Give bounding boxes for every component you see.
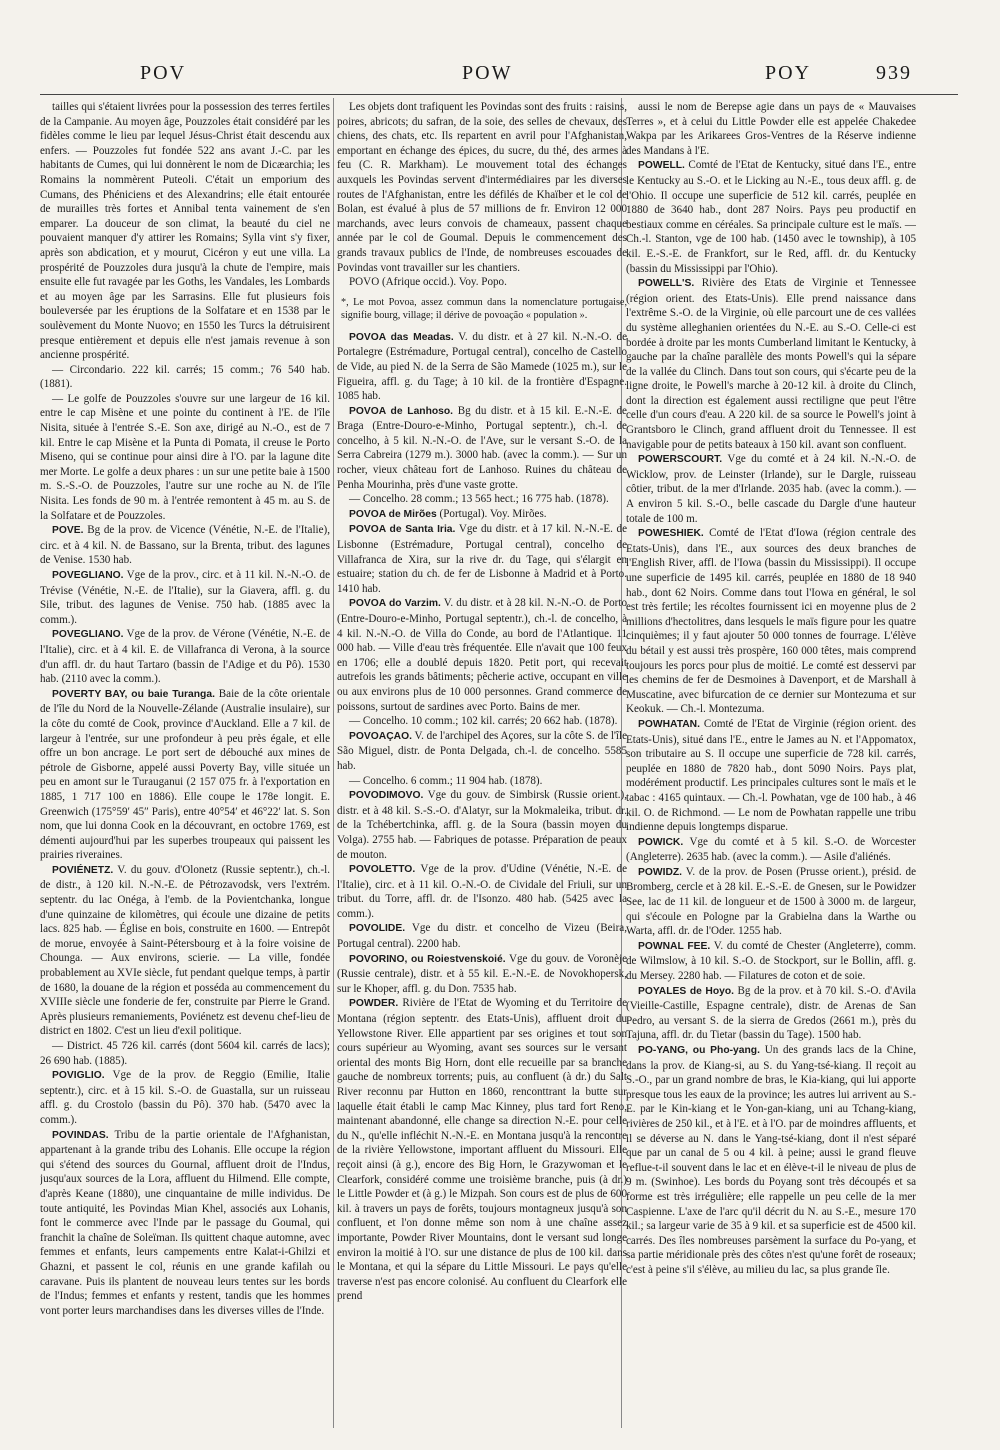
entry-text: Vge du distr. et concelho de Vizeu (Beira, Portugal central). 2200 hab.	[337, 922, 627, 951]
entry-text: Baie de la côte orientale de l'île du Nord de la Nouvelle-Zélande (Australie insulaire), sur la côte du comté de Cook, province d'Auckland. Elle a 7 kil. de largeur à l'entrée, sur une profondeur à peu près égale, et elle offre un bon ancrage. Le port sert de débouché aux mines de pétrole de Gisborne, appelé aussi Poverty Bay, ville située un peu en amont sur le Turauganui (2 157 075 fr. à l'exportation en 1885, 1 717 100 en 1886). Elle coupe le 178e longit. E. Greenwich (175°59′ 45″ Paris), entre 40°54′ et 46°22′ lat. S. Son nom, que lui donna Cook en la découvrant, en octobre 1769, est démenti aujourd'hui par les superbes troupeaux qui paissent les prairies riveraines.	[40, 687, 330, 862]
dictionary-entry	[337, 492, 627, 507]
entry-text: — Circondario. 222 kil. carrés; 15 comm.; 76 540 hab. (1881).	[40, 363, 330, 391]
dictionary-entry	[626, 1043, 916, 1278]
dictionary-entry	[337, 952, 627, 997]
entry-text: Les objets dont trafiquent les Povindas sont des fruits : raisins, poires, abricots; du safran, de la soie, des selles de chevaux, des chiens, des chats, etc. Ils repartent en avril pour l'Afghanistan, emportant en échange des épices, du sucre, du thé, des armes à feu (C. R. Markham). Le mouvement total des échanges auxquels les Povindas servent d'intermédiaires par les diverses routes de l'Afghanistan, entre les défilés de Khaïber et le col de Bolan, est évalué à plus de 57 millions de fr. Environ 12 000 marchands, avec leurs convois de chameaux, passent chaque année par le col de Goumal. Depuis le commencement des grands travaux publics de l'Inde, de nombreuses escouades de Povindas vont travailler sur les chantiers.	[337, 101, 627, 274]
dictionary-entry	[626, 717, 916, 835]
entry-text: Comté de l'Etat de Virginie (région orient. des Etats-Unis), situé dans l'E., entre le James au N. et l'Appomatox, son tributaire au S. Il occupe une superficie de 728 kil. carrés, peuplée en 1880 de 7820 hab., dont 5090 Noirs. Pays plat, modérément productif. Les principales cultures sont le maïs et le tabac : 4165 quintaux. — Ch.-l. Powhatan, vge de 100 hab., à 46 kil. O. de Richmond. — Le nom de Powhatan rappelle une tribu indienne depuis longtemps disparue.	[626, 717, 916, 834]
header-rule	[40, 94, 958, 95]
entry-text: Rivière des Etats de Virginie et Tennessee (région orient. des Etats-Unis). Elle prend naissance dans l'extrême S.-O. de la Virginie, où elle parcourt une de ces vallées du système alleghanien orientées du N.-E. au S.-O. Celle-ci est bordée à droite par les monts Cumberland limitant le Kentucky, à gauche par la chaîne parallèle des monts Powell's qui la sépare de la vallée du Clinch. Dans tout son cours, qui s'écarte peu de la ligne droite, le Powell's marche à 20-12 kil. à droite du Clinch, dont la direction est également aussi rectiligne que peut l'être celle d'un cours d'eau. A 220 kil. de sa source le Powell's joint à Grantsboro le Clinch, grand affluent droit du Tennessee. Il est navigable pour de petits bateaux à 150 kil. avant son confluent.	[626, 277, 916, 451]
entry-headword: POVODIMOVO.	[349, 790, 424, 802]
dictionary-entry	[40, 363, 330, 392]
entry-text: V. du distr. et à 27 kil. N.-N.-O. de Portalegre (Estrémadure, Portugal central), concelho de Castello de Vide, au pied N. de la Serra de São Mamede (1025 m.), sur le Figueira, affl. g. du Tage; à 10 kil. de la frontière d'Espagne. 1085 hab.	[337, 330, 627, 403]
dictionary-entry	[337, 921, 627, 951]
dictionary-entry	[337, 729, 627, 774]
entry-headword: POWDER.	[349, 998, 399, 1010]
dictionary-entry	[626, 100, 916, 158]
entry-text: Comté de l'Etat d'Iowa (région centrale des Etats-Unis), dans l'E., aux sources des deux branches de l'English River, affl. de l'Iowa (bassin du Mississippi). Il occupe une superficie de 1495 kil. carrés, peuplée en 1880 de 18 940 hab., dont 62 Noirs. Comme dans tout l'Iowa en général, le sol est très fertile; les récoltes fournissent ici en moyenne plus de 2 millions d'hectolitres, dans lesquels le maïs figure pour les quatre cinquièmes; il y faut ajouter 50 000 tonnes de fourrage. L'élève du bétail y est aussi très prospère, 160 000 têtes, mais comprend toujours les porcs pour plus de moitié. Le comté est desservi par les chemins de fer de Desmoines à Davenport, et de Marshall à Muscatine, avec bifurcation de ce dernier sur Montezuma et sur Keokuk. — Ch.-l. Montezuma.	[626, 527, 916, 716]
entry-headword: POVIÉNETZ.	[52, 864, 114, 876]
entry-text: Bg de la prov. et à 70 kil. S.-O. d'Avila (Vieille-Castille, Espagne centrale), distr. de Arenas de San Pedro, au versant S. de la sierra de Gredos (2661 m.), près du Tajuna, affl. dr. du Tietar (bassin du Tage). 1500 hab.	[626, 984, 916, 1042]
entry-text: Vge de la prov. de Vérone (Vénétie, N.-E. de l'Italie), circ. et à 4 kil. E. de Villafranca di Verona, à la source d'un affl. dr. du haut Tartaro (bassin de l'Adige et du Pô). 1530 hab. (2110 avec la comm.).	[40, 628, 330, 686]
entry-headword: POVOA do Varzim.	[349, 598, 441, 610]
entry-headword: POVOA de Mirões	[349, 508, 437, 520]
entry-text: Bg du distr. et à 15 kil. E.-N.-E. de Braga (Entre-Douro-e-Minho, Portugal septentr.), ch.-l. de concelho, à 5 kil. N.-N.-O. de l'Ave, sur le versant S.-O. de la Serra Cabreira (1279 m.). 3000 hab. (avec la comm.). — Sur un rocher, vieux château fort de Lanhoso. Ruines du château de Penha Mourinha, près d'une vaste grotte.	[337, 404, 627, 491]
entry-headword: POVINDAS.	[52, 1129, 109, 1141]
text-column-1	[40, 100, 330, 1425]
entry-text: tailles qui s'étaient livrées pour la possession des terres fertiles de la Campanie. Au moyen âge, Pouzzoles était considéré par les fidèles comme le lieu par lequel Jésus-Christ était descendu aux enfers. — Pouzzoles fut fondée 522 ans avant J.-C. par les habitants de Cumes, qui lui donnèrent le nom de Dicæarchia; les Romains la nommèrent Puteoli. C'était un emporium des Cumans, des Phéniciens et des Alexandrins; elle était entourée de murailles très fortes et Annibal tenta vainement de s'en emparer. La douceur de son climat, la beauté du ciel ne pouvaient manquer d'y attirer les Romains; Sylla vint s'y fixer, après son abdication, et y mourut, Cicéron y eut une villa. La prospérité de Pouzzoles dura jusqu'à la chute de l'empire, mais ensuite elle fut ravagée par les Goths, les Vandales, les Lombards et au moyen âge par les Sarrasins. Elle fut plusieurs fois bouleversée par les éruptions de la Solfatare et en 1538 par le soulèvement du Monte Nuovo; en 1550 les Turcs la détruisirent presque entièrement et depuis elle n'est jamais revenue à son ancienne prospérité.	[40, 101, 330, 362]
entry-headword: POVIGLIO.	[52, 1070, 105, 1082]
entry-text: V. de l'archipel des Açores, sur la côte S. de l'île São Miguel, distr. de Ponta Delgada, ch.-l. de concelho. 5585 hab.	[337, 729, 627, 772]
dictionary-entry	[626, 865, 916, 939]
entry-headword: POWIDZ.	[638, 866, 683, 878]
entry-text: — Concelho. 28 comm.; 13 565 hect.; 16 775 hab. (1878).	[349, 493, 609, 506]
dictionary-entry	[341, 296, 627, 322]
entry-text: Vge du distr. et à 17 kil. N.-N.-E. de Lisbonne (Estrémadure, Portugal central), concelho de Villafranca de Xira, sur la rive dr. du Tage, qui s'élargit en estuaire; station du ch. de fer de Lisbonne à Madrid et à Porto. 1410 hab.	[337, 523, 627, 595]
entry-text: Vge du comté et à 24 kil. N.-N.-O. de Wicklow, prov. de Leinster (Irlande), sur le Dargle, ruisseau côtier, tribut. de la mer d'Irlande. 2035 hab. (avec la comm.). — A environ 5 kil. S.-O., belle cascade du Dargle d'une hauteur totale de 100 m.	[626, 453, 916, 525]
entry-headword: PO-YANG, ou Pho-yang.	[638, 1045, 760, 1056]
entry-text: POVO (Afrique occid.). Voy. Popo.	[349, 276, 507, 289]
header-center-word: POW	[462, 62, 513, 84]
entry-text: — District. 45 726 kil. carrés (dont 5604 kil. carrés de lacs); 26 690 hab. (1885).	[40, 1040, 330, 1067]
entry-headword: POVOLETTO.	[349, 864, 416, 876]
entry-headword: POVOAÇAO.	[349, 730, 412, 742]
entry-headword: POWELL.	[638, 160, 685, 172]
dictionary-entry	[337, 774, 627, 789]
dictionary-entry	[40, 523, 330, 568]
dictionary-entry	[626, 452, 916, 526]
dictionary-entry	[40, 568, 330, 627]
entry-headword: POVEGLIANO.	[52, 629, 124, 641]
dictionary-entry	[337, 596, 627, 714]
dictionary-entry	[626, 158, 916, 276]
dictionary-entry	[40, 392, 330, 523]
dictionary-entry	[40, 1068, 330, 1127]
entry-text: V. du distr. et à 28 kil. N.-N.-O. de Porto (Entre-Douro-e-Minho, Portugal septentr.), ch.-l. de concelho, à 4 kil. N.-N.-O. de Villa do Conde, au bord de l'Atlantique. 11 000 hab. — Ville d'eau très fréquentée. Elle n'avait que 100 feux en 1706; elle a doublé depuis 1820. Petit port, qui recevait autrefois les grands bâtiments; pêcherie active, occupant en ville ou aux environs plus de 10 000 personnes. Grand commerce de poissons, surtout de sardines avec Porto. Bains de mer.	[337, 597, 627, 713]
entry-headword: POWERSCOURT.	[638, 454, 723, 466]
entry-text: V. de la prov. de Posen (Prusse orient.), présid. de Bromberg, cercle et à 28 kil. E.-S.-E. de Gnesen, sur le Powidzer See, lac de 11 kil. de longueur et de 1500 à 3000 m. de largeur, qui s'écoule en Pologne par la Grabielna dans la Warthe ou Warta, affl. dr. de l'Oder. 1255 hab.	[626, 865, 916, 938]
dictionary-entry	[40, 863, 330, 1039]
entry-text: Vge du gouv. de Voronèje (Russie centrale), distr. et à 55 kil. E.-N.-E. de Novokhopersk, sur le Khoper, affl. g. du Don. 7535 hab.	[337, 952, 627, 995]
entry-text: — Le golfe de Pouzzoles s'ouvre sur une largeur de 16 kil. entre le cap Misène et une pointe du continent à l'E. de l'île Nisita, située à l'entrée S.-E. Son axe, dirigé au N.-O., est de 7 kil. Entre le cap Misène et la Punta di Pomata, il creuse le Porto Miseno, qui se continue pour ainsi dire à l'O. par la lagune dite mer Morte. Le golfe a deux phares : un sur une petite baie à 1500 m. S.-S.-O. de Pouzzoles, l'autre sur une roche au N. de l'île Nisita. Les fonds de 90 m. à l'entrée remontent à 45 m. au S. de la Solfatare et de Pouzzoles.	[40, 392, 330, 522]
entry-headword: POVEGLIANO.	[52, 570, 124, 581]
entry-headword: POYALES de Hoyo.	[638, 985, 735, 997]
dictionary-entry	[40, 687, 330, 863]
dictionary-entry	[337, 404, 627, 493]
dictionary-entry	[626, 526, 916, 717]
entry-headword: POVORINO, ou Roiestvenskoié.	[349, 953, 506, 965]
entry-text: Tribu de la partie orientale de l'Afghanistan, appartenant à la grande tribu des Lohanis. Elle occupe la région qui s'étend des sources du Gournal, affluent droit de l'Indus, jusqu'aux sources de la Lora, affluent du Hilmend. Elle compte, d'après Keane (1880), une cinquantaine de mille individus. De toute antiquité, les Povindas Mian Khel, associés aux Lohanis, font le commerce avec l'Inde par le passage du Goumal, qui franchit la chaîne de Soleïman. Ils quittent chaque automne, avec femmes et enfants, leurs campements entre Kalat-i-Ghilzi et Ghazni, et passent le col, réunis en une grande kafilah ou caravane. Puis ils plantent de nouveau leurs tentes sur les bords de l'Indus; femmes et enfants y restent, tandis que les hommes vont porter leurs marchandises dans les diverses villes de l'Inde.	[40, 1128, 330, 1317]
entry-headword: POWELL'S.	[638, 278, 695, 290]
entry-headword: POVERTY BAY, ou baie Turanga.	[52, 688, 215, 700]
entry-text: Un des grands lacs de la Chine, dans la prov. de Kiang-si, au S. du Yang-tsé-kiang. Il reçoit au S.-O., par un grand nombre de bras, le Kia-kiang, qui lui apporte presque tous les eaux de la province; les autres lui arrivent au S.-E. par le Kin-kiang et le Yon-gan-kiang, uni au Tchang-kiang, rivières de 250 kil., et à l'E. et à l'O. par de moindres affluents, et il se déverse au N. dans le Yang-tsé-kiang, dont il n'est séparé que par un canal de 5 ou 4 kil. à peine; aussi le grand fleuve reflue-t-il souvent dans le lac et en élève-t-il le niveau de plus de 9 m. (Swinhoe). Les bords du Poyang sont très découpés et sa forme est très irrégulière; elle rappelle un peu celle de la mer Caspienne. L'axe de l'arc qu'il décrit du N. au S.-E., mesure 170 kil.; sa largeur varie de 35 à 9 kil. et sa superficie est de 4500 kil. carrés. Des îles nombreuses parsèment la surface du Po-yang, et sa partie méridionale près des côtes n'est qu'une forêt de roseaux; c'est à peine s'il s'élève, au milieu du lac, sa plus grande île.	[626, 1044, 916, 1276]
dictionary-entry	[40, 1128, 330, 1319]
entry-headword: POWESHIEK.	[638, 528, 704, 540]
entry-text: *, Le mot Povoa, assez commun dans la nomenclature portugaise, signifie bourg, village; il dérive de povoação « population ».	[341, 296, 627, 321]
dictionary-entry	[40, 1039, 330, 1068]
entry-headword: POVOLIDE.	[349, 923, 406, 935]
entry-headword: POWNAL FEE.	[638, 940, 711, 952]
dictionary-entry	[626, 984, 916, 1043]
dictionary-entry	[337, 862, 627, 921]
entry-text: Comté de l'Etat de Kentucky, situé dans l'E., entre le Kentucky au S.-O. et le Licking au N.-E., tous deux affl. g. de l'Ohio. Il occupe une superficie de 512 kil. carrés, peuplée en 1880 de 3640 hab., dont 287 Noirs. Pays peu productif en bestiaux comme en céréales. Sa principale culture est le maïs. — Ch.-l. Stanton, vge de 100 hab. (1450 avec le township), à 105 kil. E.-S.-E. de Frankfort, sur le Red, affl. dr. du Kentucky (bassin du Mississippi par l'Ohio).	[626, 159, 916, 275]
entry-headword: POWHATAN.	[638, 718, 700, 730]
entry-text: Vge de la prov. de Reggio (Emilie, Italie septentr.), circ. et à 15 kil. S.-O. de Guastalla, sur un ruisseau affl. g. du Crostolo (bassin du Pô). 370 hab. (5470 avec la comm.).	[40, 1069, 330, 1126]
header-left-word: POV	[140, 62, 187, 84]
dictionary-entry	[337, 100, 627, 275]
entry-headword: POVOA de Santa Iria.	[349, 524, 456, 536]
entry-headword: POVE.	[52, 525, 84, 537]
dictionary-entry	[40, 100, 330, 363]
entry-text: Bg de la prov. de Vicence (Vénétie, N.-E. de l'Italie), circ. et à 4 kil. N. de Bassano, sur la Brenta, tribut. des lagunes de Venise. 1530 hab.	[40, 524, 330, 567]
dictionary-entry	[337, 330, 627, 404]
entry-text: (Portugal). Voy. Mirões.	[439, 507, 547, 520]
entry-headword: POVOA das Meadas.	[349, 331, 454, 343]
dictionary-entry	[626, 835, 916, 865]
entry-text: V. du comté de Chester (Angleterre), comm. de Wilmslow, à 10 kil. S.-O. de Stockport, sur le Bollin, affl. g. du Mersey. 2280 hab. — Filatures de coton et de soie.	[626, 939, 916, 983]
entry-text: Vge de la prov., circ. et à 11 kil. N.-N.-O. de Trévise (Vénétie, N.-E. de l'Italie), sur la Giavera, affl. g. du Sile, tribut. des lagunes de Venise. 750 hab. (1885 avec la comm.).	[40, 569, 330, 626]
column-divider	[333, 98, 334, 1428]
dictionary-entry	[40, 627, 330, 686]
entry-text: aussi le nom de Berepse agie dans un pays de « Mauvaises Terres », et à celui du Little Powder elle est appelée Chakedee Wakpa par les Arikarees Gros-Ventres de la Réserve indienne des Mandans à l'E.	[626, 101, 916, 157]
entry-text: Rivière de l'Etat de Wyoming et du Territoire de Montana (région septentr. des Etats-Unis), affluent droit du Yellowstone River. Elle appartient par ses origines et tout son cours supérieur au Wyoming, avant ses sources sur le versant oriental des monts Big Horn, dont elle recueille par sa branche gauche de nombreux torrents; puis, au confluent (à dr.) du Salt River reconnu par Hutton en 1860, renconttrant la butte sur laquelle était établi le camp Mac Kinney, plus tard fort Reno, maintenant abandonné, elle change sa direction N.-E. pour celle du N., qu'elle infléchit N.-N.-E. en Montana jusqu'à la rencontre de la rivière Yellowstone, important affluent du Missouri. Elle reçoit ainsi (à g.), encore des Big Horn, le Grazywoman et le Clearfork, considéré comme une troisième branche, puis (à dr.) le Little Powder et (à g.) le Mizpah. Son cours est de plus de 600 kil. à travers un pays de forêts, toujours montagneux jusqu'à son confluent, et l'on donne même son nom à une chaîne assez importante, Powder River Mountains, dont le versant sud longe environ la moitié à l'O. sur une distance de plus de 100 kil. dans le Montana, et qui la sépare du Little Missouri. Le pays qu'elle traverse n'est pas encore colonisé. Au confluent du Clearfork elle prend	[337, 997, 627, 1303]
entry-headword: POVOA de Lanhoso.	[349, 405, 454, 417]
dictionary-entry	[337, 507, 627, 523]
dictionary-entry	[337, 996, 627, 1303]
dictionary-entry	[337, 788, 627, 862]
text-column-2	[337, 100, 627, 1425]
page-number: 939	[876, 62, 912, 84]
dictionary-entry	[337, 522, 627, 596]
entry-text: Vge du gouv. de Simbirsk (Russie orient.), distr. et à 48 kil. S.-S.-O. d'Alatyr, sur la Mokmaleika, tribut. dr. de la Tchébertchinka, affl. g. de la Soura (bassin moyen du Volga). 2755 hab. — Fabriques de potasse. Préparation de peaux de mouton.	[337, 789, 627, 861]
entry-text: — Concelho. 6 comm.; 11 904 hab. (1878).	[349, 774, 543, 787]
header-right-word: POY	[765, 62, 812, 84]
entry-text: — Concelho. 10 comm.; 102 kil. carrés; 20 662 hab. (1878).	[349, 715, 618, 728]
entry-text: V. du gouv. d'Olonetz (Russie septentr.), ch.-l. de distr., à 120 kil. N.-N.-E. de Pétrozavodsk, vers l'extrém. septentr. du lac Onéga, à l'emb. de la Povientchanka, longue d'une quinzaine de kilomètres, qui écoule une dizaine de petits lacs. 825 hab. — Église en bois, construite en 1600. — Entrepôt de morue, envoyée à Saint-Pétersbourg et à la foire voisine de Chounga. — Aux environs, scierie. — La ville, fondée probablement au XVIe siècle, fut pendant quelque temps, à partir de 1680, la douane de la région et posséda au commencement du XVIIIe siècle une fonderie de fer, construite par Pierre le Grand. Après plusieurs remaniements, Poviénetz est devenu chef-lieu de district en 1802. C'est un lieu d'exil politique.	[40, 863, 330, 1038]
running-header	[0, 62, 1000, 92]
dictionary-entry	[337, 714, 627, 729]
dictionary-entry	[626, 939, 916, 984]
dictionary-entry	[626, 276, 916, 452]
entry-text: Vge de la prov. d'Udine (Vénétie, N.-E. de l'Italie), circ. et à 11 kil. O.-N.-O. de Cividale del Friuli, sur un tribut. du Torre, affl. dr. de l'Isonzo. 480 hab. (5425 avec la comm.).	[337, 863, 627, 920]
dictionary-entry	[337, 275, 627, 290]
entry-headword: POWICK.	[638, 836, 684, 848]
entry-text: Vge du comté et à 5 kil. S.-O. de Worcester (Angleterre). 2635 hab. (avec la comm.). — Asile d'aliénés.	[626, 835, 916, 864]
text-column-3	[626, 100, 916, 1425]
